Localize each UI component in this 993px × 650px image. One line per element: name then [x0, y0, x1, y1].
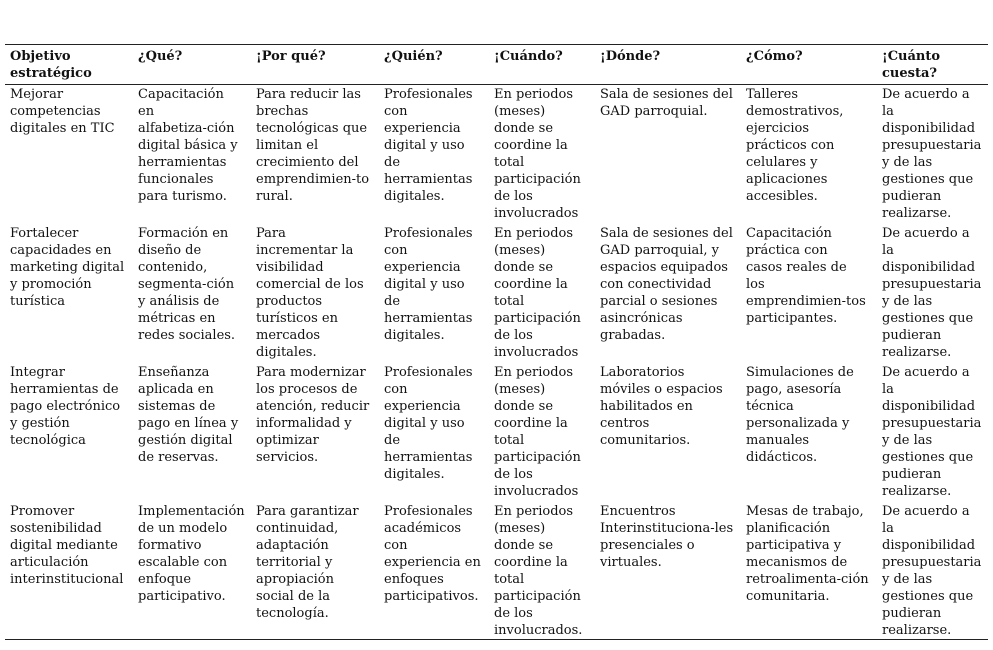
table-cell: Sala de sesiones del GAD parroquial.	[600, 87, 733, 119]
table-cell: De acuerdo a la disponibilidad presupuestaria y de las gestiones que pudieran realizarse.	[877, 502, 988, 640]
header-donde: ¡Dónde?	[595, 45, 741, 85]
table-cell: Profesionales con experiencia digital y uso de herramientas digitales.	[384, 365, 473, 482]
table-cell: Formación en diseño de contenido, segmenta-ción y análisis de métricas en redes sociales.	[138, 226, 236, 343]
table-cell: De acuerdo a la disponibilidad presupuestaria y de las gestiones que pudieran realizarse.	[882, 365, 982, 499]
table-cell: Profesionales con experiencia digital y uso de herramientas digitales.	[384, 226, 473, 343]
header-objetivo: Objetivo estratégico	[5, 45, 133, 85]
table-cell: Profesionales con experiencia digital y uso de herramientas digitales.	[384, 87, 473, 204]
table-cell: Capacitación en alfabetiza-ción digital básica y herramientas funcionales para turismo.	[138, 87, 238, 204]
table-cell: Para incrementar la visibilidad comercial de los productos turísticos en mercados digitales.	[256, 226, 364, 360]
table-row	[5, 502, 988, 640]
table-cell: Para modernizar los procesos de atención, reducir informalidad y optimizar servicios.	[256, 365, 370, 465]
table-cell: Capacitación práctica con casos reales de los emprendimien-tos participantes.	[746, 226, 866, 326]
table-cell: De acuerdo a la disponibilidad presupuestaria y de las gestiones que pudieran realizarse.	[882, 226, 982, 360]
table-cell: Promover sostenibilidad digital mediante articulación interinstitucional	[5, 502, 133, 640]
table-cell: Mesas de trabajo, planificación participativa y mecanismos de retroalimenta-ción comunitaria.	[741, 502, 877, 640]
table-cell: Integrar herramientas de pago electrónico y gestión tecnológica	[10, 365, 121, 448]
header-cuando: ¡Cuándo?	[489, 45, 595, 85]
table-cell: Enseñanza aplicada en sistemas de pago en línea y gestión digital de reservas.	[138, 365, 239, 465]
table-cell: Fortalecer capacidades en marketing digital y promoción turística	[10, 226, 125, 309]
table-cell: Laboratorios móviles o espacios habilitados en centros comunitarios.	[600, 365, 723, 448]
table-cell: En periodos (meses) donde se coordine la total participación de los involucrados	[494, 87, 581, 221]
table-row	[5, 224, 988, 363]
table-cell: En periodos (meses) donde se coordine la total participación de los involucrados.	[489, 502, 595, 640]
table-cell: Sala de sesiones del GAD parroquial, y espacios equipados con conectividad parcial o sesiones asincrónicas grabadas.	[600, 226, 733, 343]
header-como: ¿Cómo?	[741, 45, 877, 85]
table-cell: De acuerdo a la disponibilidad presupuestaria y de las gestiones que pudieran realizarse.	[882, 87, 982, 221]
table-cell: Encuentros Interinstituciona-les presenciales o virtuales.	[595, 502, 741, 640]
header-cuanto-cuesta: ¡Cuánto cuesta?	[877, 45, 988, 85]
table-header-row	[5, 45, 988, 85]
table-cell: Profesionales académicos con experiencia en enfoques participativos.	[379, 502, 489, 640]
table-cell: En periodos (meses) donde se coordine la total participación de los involucrados	[494, 365, 581, 499]
table-cell: Para reducir las brechas tecnológicas que limitan el crecimiento del emprendimien-to rural.	[256, 87, 370, 204]
strategic-objectives-table	[5, 44, 988, 640]
table-cell: En periodos (meses) donde se coordine la total participación de los involucrados	[494, 226, 581, 360]
table-cell: Para garantizar continuidad, adaptación territorial y apropiación social de la tecnología.	[251, 502, 379, 640]
table-cell: Simulaciones de pago, asesoría técnica personalizada y manuales didácticos.	[746, 365, 854, 465]
header-quien: ¿Quién?	[379, 45, 489, 85]
table-cell: Talleres demostrativos, ejercicios prácticos con celulares y aplicaciones accesibles.	[746, 87, 844, 204]
table-row	[5, 363, 988, 502]
table-cell: Mejorar competencias digitales en TIC	[10, 87, 115, 136]
header-por-que: ¡Por qué?	[251, 45, 379, 85]
table-row	[5, 85, 988, 225]
header-que: ¿Qué?	[133, 45, 251, 85]
table-cell: Implementación de un modelo formativo escalable con enfoque participativo.	[133, 502, 251, 640]
strategy-table-container	[5, 44, 988, 640]
